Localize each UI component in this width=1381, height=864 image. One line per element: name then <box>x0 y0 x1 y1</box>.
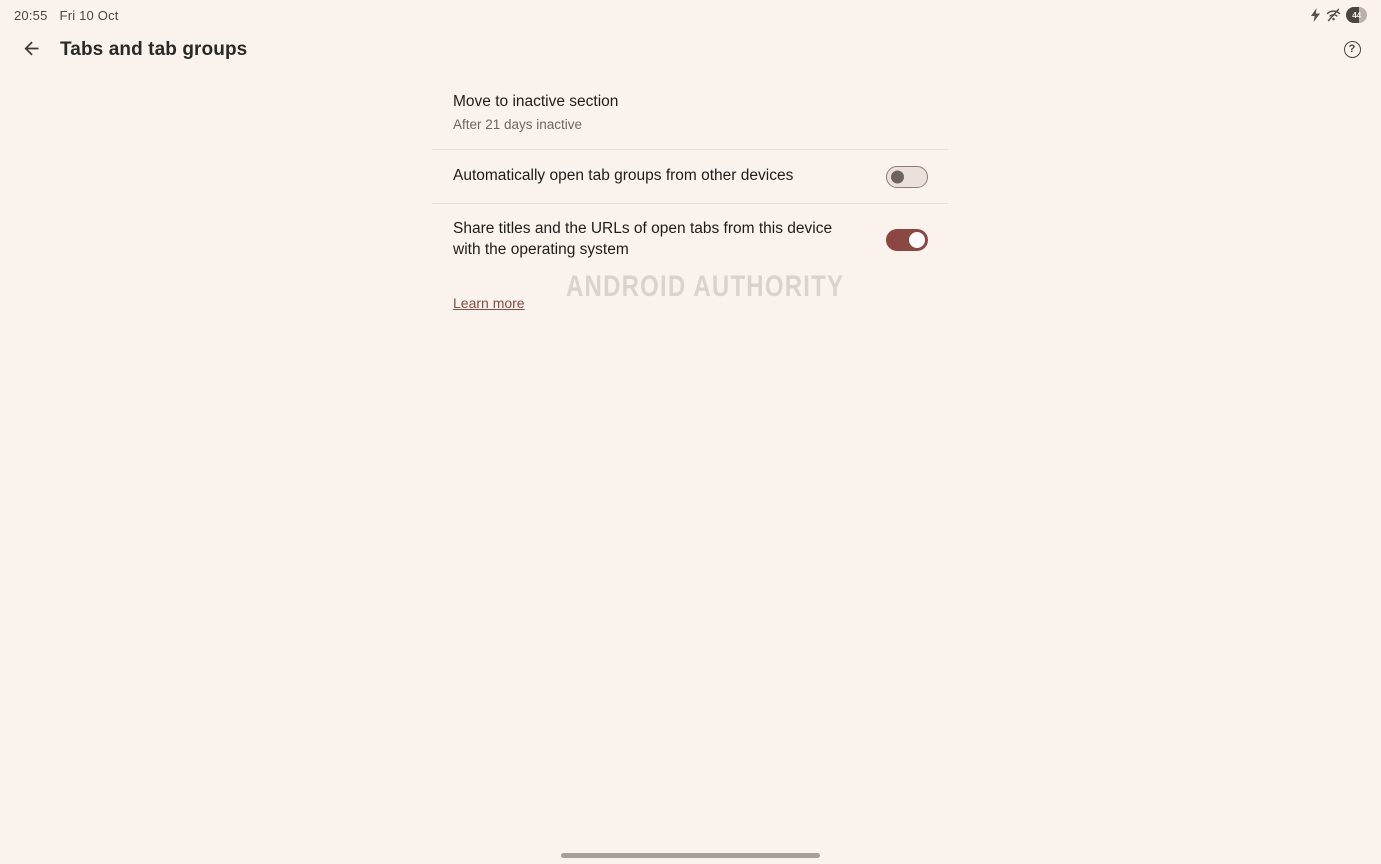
share-titles-toggle[interactable] <box>886 229 928 251</box>
auto-open-tab-groups-toggle[interactable] <box>886 166 928 188</box>
back-button[interactable] <box>11 30 51 70</box>
app-bar <box>0 28 1381 72</box>
help-icon: ? <box>1344 41 1361 58</box>
setting-subtitle: After 21 days inactive <box>453 117 583 132</box>
status-date: Fri 10 Oct <box>59 7 119 23</box>
setting-row-auto-open-tab-groups[interactable] <box>432 150 948 203</box>
battery-icon <box>1346 7 1367 23</box>
status-bar <box>0 0 1381 30</box>
setting-title: Share titles and the URLs of open tabs from this device with the operating system <box>453 220 833 258</box>
battery-percent: 44 <box>1352 10 1361 20</box>
status-right <box>1310 7 1367 23</box>
toggle-thumb <box>909 232 925 248</box>
help-button[interactable] <box>1333 30 1371 68</box>
status-left <box>14 8 119 23</box>
watermark-text: ANDROID AUTHORITY <box>566 270 845 303</box>
lightning-icon <box>1310 8 1321 22</box>
wifi-off-icon <box>1326 8 1341 22</box>
gesture-navigation-handle[interactable] <box>561 853 820 858</box>
arrow-left-icon <box>21 38 42 62</box>
status-time: 20:55 <box>14 7 48 23</box>
toggle-thumb <box>891 170 904 183</box>
setting-row-share-titles[interactable] <box>432 204 948 260</box>
setting-title: Move to inactive section <box>453 93 619 110</box>
setting-row-move-to-inactive[interactable] <box>432 84 948 149</box>
learn-more-link[interactable]: Learn more <box>453 295 525 311</box>
setting-title: Automatically open tab groups from other devices <box>453 167 794 185</box>
page-title: Tabs and tab groups <box>60 39 248 60</box>
